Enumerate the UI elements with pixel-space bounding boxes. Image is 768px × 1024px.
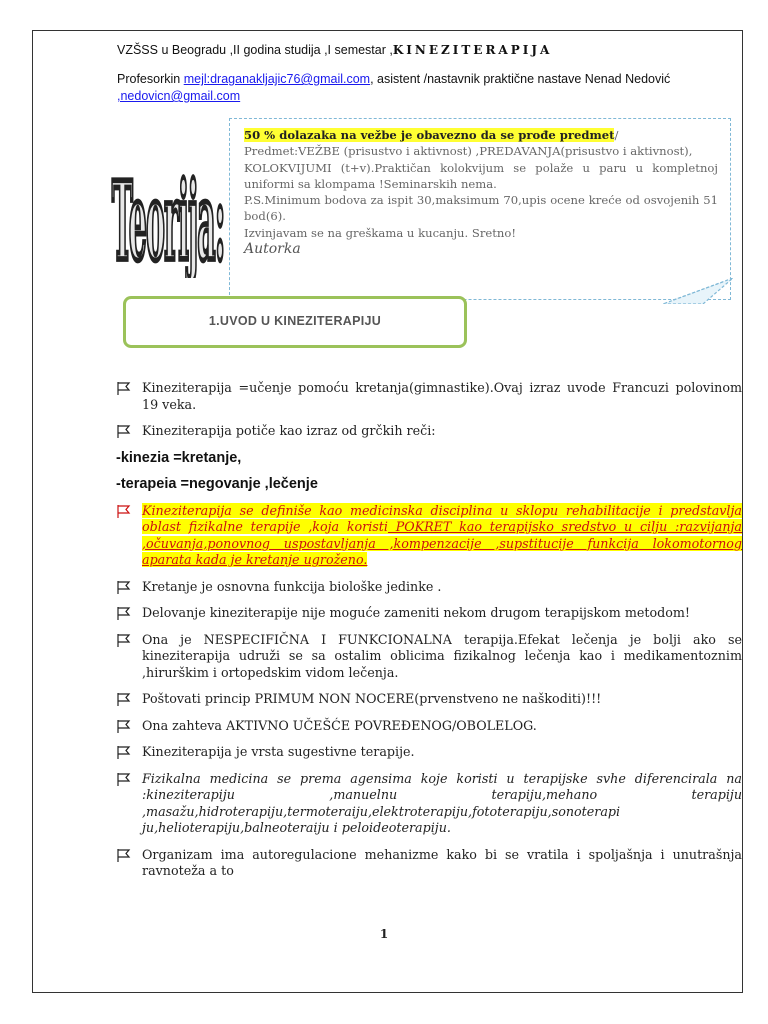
contact-prefix: Profesorkin xyxy=(117,72,184,86)
list-item xyxy=(116,632,742,682)
teorija-wordart xyxy=(108,158,228,278)
list-item-text: Kineziterapija potiče kao izraz od grčkih reči: xyxy=(142,423,436,438)
note-signature: Autorka xyxy=(244,241,301,258)
contact-assistant: , asistent /nastavnik praktične nastave Nenad Nedović xyxy=(370,72,671,86)
list-item-text: Kineziterapija =učenje pomoću kretanja(gimnastike).Ovaj izraz uvode Francuzi polovinom 19 veka. xyxy=(142,380,742,412)
flag-bullet-icon xyxy=(116,605,134,621)
note-line-subject: Predmet:VEŽBE (prisustvo i aktivnost) ,PREDAVANJA(prisustvo i aktivnost), xyxy=(244,144,693,159)
content-body xyxy=(116,380,742,890)
list-item xyxy=(116,605,742,622)
flag-bullet-icon xyxy=(116,771,134,787)
section-heading-box xyxy=(123,296,467,348)
note-line-apology: Izvinjavam se na greškama u kucanju. Sretno! xyxy=(244,225,516,240)
course-info: VZŠSS u Beogradu ,II godina studija ,I semestar , xyxy=(117,43,393,57)
term-kinezia: -kinezia =kretanje, xyxy=(116,449,242,466)
list-item xyxy=(116,771,742,837)
note-line-points: P.S.Minimum bodova za ispit 30,maksimum 70,upis ocene kreće od osvojenih 51 bod(6). xyxy=(244,193,718,224)
course-header xyxy=(117,42,737,59)
flag-bullet-icon xyxy=(116,718,134,734)
page-curl-decoration xyxy=(663,278,733,304)
flag-bullet-icon xyxy=(116,423,134,439)
list-item xyxy=(116,579,742,596)
flag-bullet-icon xyxy=(116,380,134,396)
list-item-text: Poštovati princip PRIMUM NON NOCERE(prvenstveno ne naškoditi)!!! xyxy=(142,691,602,706)
list-item-text: Organizam ima autoregulacione mehanizme kako bi se vratila i spoljašnja i unutrašnja ravnoteža a to xyxy=(142,846,742,878)
list-item xyxy=(116,423,742,440)
definition-text: Kineziterapija se definiše kao medicinska disciplina u sklopu rehabilitacije i predstavlja oblast fizikalne terapije ,koja koristi xyxy=(142,502,742,534)
attendance-highlight: 50 % dolazaka na vežbe je obavezno da se prođe predmet xyxy=(244,128,615,142)
list-item xyxy=(116,691,742,708)
note-line-colloquium: KOLOKVIJUMI (t+v).Praktičan kolokvijum se polaže u paru u kompletnoj uniformi sa klompama !Seminarskih nema. xyxy=(244,160,718,191)
list-item-text: Ona je NESPECIFIČNA I FUNKCIONALNA terapija.Efekat lečenja je bolji ako se kineziterapija udruži se sa ostalim oblicima fizikalnog lečenja kao i medikamentoznim ,hirurškim i ortopedskim vidom lečenja. xyxy=(142,631,742,680)
contact-line xyxy=(117,71,737,105)
flag-bullet-icon xyxy=(116,632,134,648)
section-title: 1.UVOD U KINEZITERAPIJU xyxy=(208,314,382,328)
flag-bullet-icon xyxy=(116,579,134,595)
list-item-text: Ona zahteva AKTIVNO UČEŠĆE POVREĐENOG/OBOLELOG. xyxy=(142,717,537,733)
definition-underlined: POKRET kao terapijsko sredstvo u cilju :razvijanja ,očuvanja,ponovnog uspostavljanja ,kompenzacije ,supstitucije funkcija lokomotornog aparata kada je kretanje ugroženo. xyxy=(142,519,742,567)
teorija-wordart-text: Teorija: xyxy=(111,158,225,278)
list-item-text: Kretanje je osnovna funkcija biološke jedinke . xyxy=(142,578,442,594)
list-item xyxy=(116,744,742,761)
flag-bullet-icon xyxy=(116,503,134,519)
list-item-text: Delovanje kineziterapije nije moguće zameniti nekom drugom terapijskom metodom! xyxy=(142,605,691,620)
note-slash: / xyxy=(614,128,619,142)
list-item-definition xyxy=(116,503,742,569)
list-item xyxy=(116,847,742,880)
assistant-email-link[interactable]: ,nedovicn@gmail.com xyxy=(117,89,241,103)
notice-box xyxy=(229,118,731,300)
flag-bullet-icon xyxy=(116,847,134,863)
page-number: 1 xyxy=(379,927,389,941)
list-item-text: Fizikalna medicina se prema agensima koje koristi u terapijske svhe diferencirala na :kineziterapiju ,manuelnu terapiju,mehano terapiju ,masažu,hidroterapiju,termoteraiju,elektroterapiju,fototerapiju,sonoterapi ju,helioterapiju,balneoteraiju i peloideoterapiju. xyxy=(142,770,742,835)
course-title: KINEZITERAPIJA xyxy=(392,43,553,57)
list-item xyxy=(116,718,742,735)
professor-email-link[interactable]: mejl:draganakljajic76@gmail.com xyxy=(183,72,371,86)
list-item-text: Kineziterapija je vrsta sugestivne terapije. xyxy=(142,744,415,759)
term-terapeia: -terapeia =negovanje ,lečenje xyxy=(116,476,318,492)
flag-bullet-icon xyxy=(116,691,134,707)
flag-bullet-icon xyxy=(116,744,134,760)
list-item xyxy=(116,380,742,413)
